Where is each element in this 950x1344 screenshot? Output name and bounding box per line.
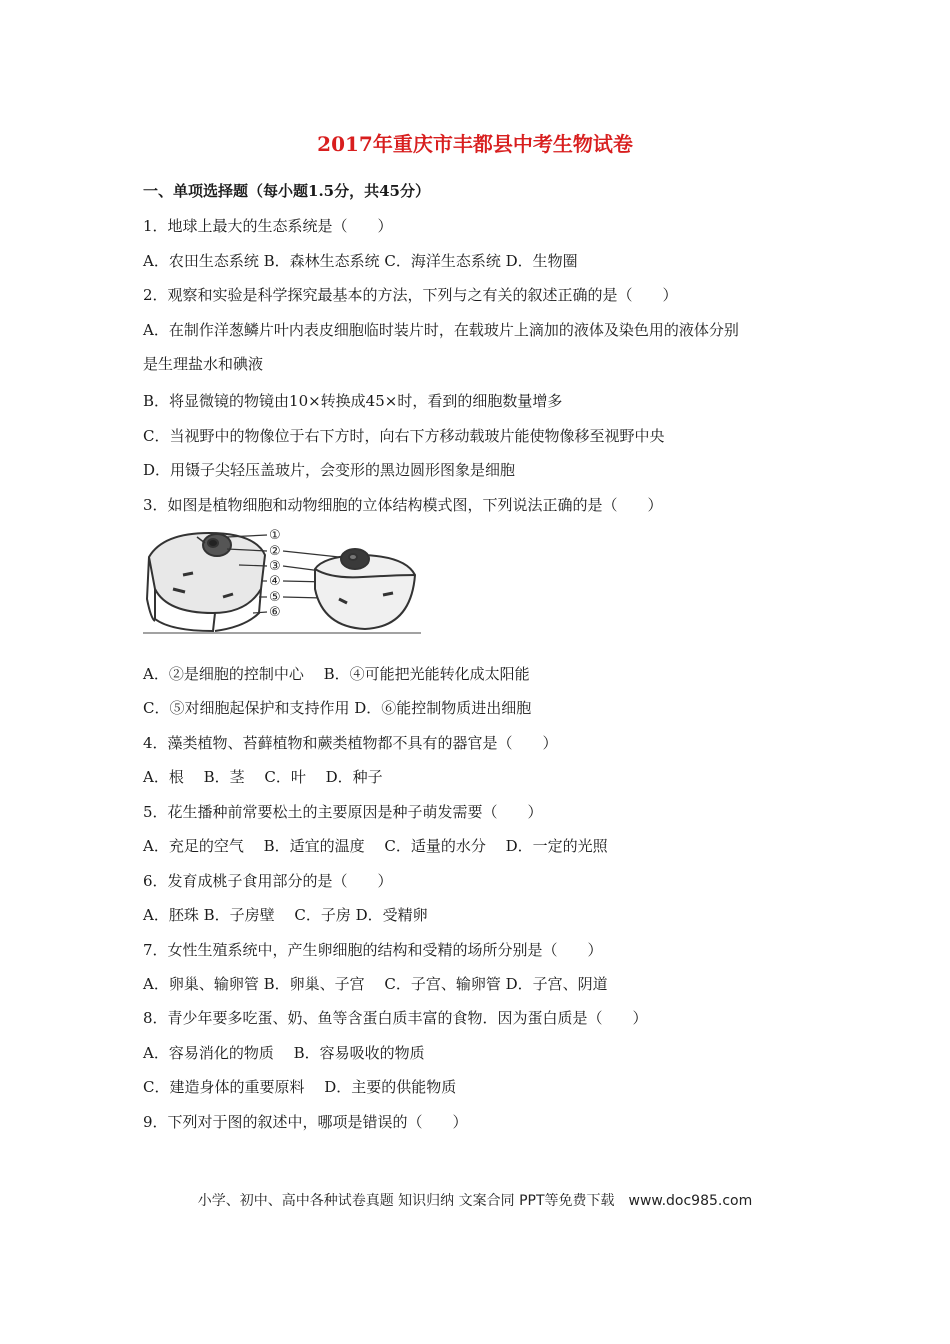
question-8-options-cd: C．建造身体的重要原料 D．主要的供能物质: [143, 1078, 457, 1096]
question-3: 3．如图是植物细胞和动物细胞的立体结构模式图，下列说法正确的是（ ）: [143, 496, 663, 514]
label-6: ⑥: [269, 605, 281, 620]
question-2-option-b: B．将显微镜的物镜由10×转换成45×时，看到的细胞数量增多: [143, 392, 563, 410]
label-4: ④: [269, 574, 281, 589]
question-4-options: A．根 B．茎 C．叶 D．种子: [143, 768, 383, 786]
animal-cell-diagram: [315, 549, 415, 629]
page-title: 2017年重庆市丰都县中考生物试卷: [317, 132, 633, 156]
page-footer: 小学、初中、高中各种试卷真题 知识归纳 文案合同 PPT等免费下载 www.doc985.com: [197, 1193, 753, 1209]
question-7-options: A．卵巢、输卵管 B．卵巢、子宫 C．子宫、输卵管 D．子宫、阴道: [143, 975, 608, 993]
label-5: ⑤: [269, 590, 281, 605]
plant-cell-diagram: [147, 533, 265, 631]
label-3: ③: [269, 559, 281, 574]
question-2-option-a-cont: 是生理盐水和碘液: [143, 355, 264, 373]
question-4: 4．藻类植物、苔藓植物和蕨类植物都不具有的器官是（ ）: [143, 734, 558, 752]
question-8-options-ab: A．容易消化的物质 B．容易吸收的物质: [143, 1044, 425, 1062]
section-heading: 一、单项选择题（每小题1.5分，共45分）: [143, 182, 430, 200]
question-8: 8．青少年要多吃蛋、奶、鱼等含蛋白质丰富的食物．因为蛋白质是（ ）: [143, 1009, 648, 1027]
question-2: 2．观察和实验是科学探究最基本的方法，下列与之有关的叙述正确的是（ ）: [143, 286, 678, 304]
question-6: 6．发育成桃子食用部分的是（ ）: [143, 872, 393, 890]
question-2-option-c: C．当视野中的物像位于右下方时，向右下方移动载玻片能使物像移至视野中央: [143, 427, 665, 445]
label-1: ①: [269, 528, 281, 543]
question-1-options: A．农田生态系统 B．森林生态系统 C．海洋生态系统 D．生物圈: [143, 252, 578, 270]
figure-labels: [269, 528, 281, 620]
label-2: ②: [269, 544, 281, 559]
question-3-options-ab: A．②是细胞的控制中心 B．④可能把光能转化成太阳能: [143, 665, 530, 683]
question-9: 9．下列对于图的叙述中，哪项是错误的（ ）: [143, 1113, 468, 1131]
question-6-options: A．胚珠 B．子房壁 C．子房 D．受精卵: [143, 906, 428, 924]
question-2-option-a: A．在制作洋葱鳞片叶内表皮细胞临时装片时，在载玻片上滴加的液体及染色用的液体分别: [143, 321, 739, 339]
question-5: 5．花生播种前常要松土的主要原因是种子萌发需要（ ）: [143, 803, 543, 821]
question-1: 1．地球上最大的生态系统是（ ）: [143, 217, 393, 235]
question-2-option-d: D．用镊子尖轻压盖玻片，会变形的黑边圆形图象是细胞: [143, 461, 516, 479]
question-3-options-cd: C．⑤对细胞起保护和支持作用 D．⑥能控制物质进出细胞: [143, 699, 532, 717]
question-5-options: A．充足的空气 B．适宜的温度 C．适量的水分 D．一定的光照: [143, 837, 608, 855]
question-7: 7．女性生殖系统中，产生卵细胞的结构和受精的场所分别是（ ）: [143, 941, 603, 959]
cell-structure-figure: [143, 527, 423, 635]
